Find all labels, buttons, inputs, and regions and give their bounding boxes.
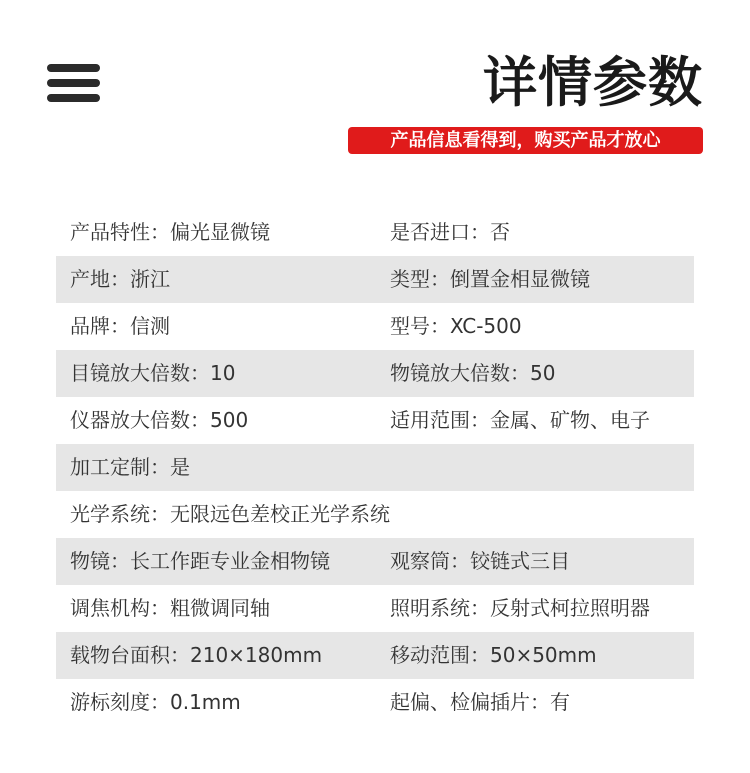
spec-row: [56, 256, 694, 303]
spec-cell: 产品特性：偏光显微镜: [70, 220, 270, 244]
spec-cell: 游标刻度：0.1mm: [70, 690, 241, 714]
spec-row: [56, 538, 694, 585]
spec-cell: 移动范围：50×50mm: [390, 643, 597, 667]
spec-row: [56, 632, 694, 679]
spec-row: [56, 397, 694, 444]
menu-bar: [47, 79, 100, 87]
menu-bar: [47, 94, 100, 102]
spec-cell: 起偏、检偏插片：有: [390, 690, 570, 714]
menu-icon[interactable]: [47, 64, 100, 102]
spec-cell: 品牌：信测: [70, 314, 170, 338]
spec-cell: 光学系统：无限远色差校正光学系统: [70, 502, 390, 526]
spec-table: [56, 209, 694, 726]
spec-row: [56, 209, 694, 256]
spec-cell: 物镜：长工作距专业金相物镜: [70, 549, 330, 573]
spec-cell: 是否进口：否: [390, 220, 510, 244]
spec-row: [56, 679, 694, 726]
spec-cell: 载物台面积：210×180mm: [70, 643, 323, 667]
spec-row: [56, 491, 694, 538]
spec-row: [56, 303, 694, 350]
spec-cell: 加工定制：是: [70, 455, 190, 479]
page-title: 详情参数: [483, 51, 703, 114]
spec-row: [56, 350, 694, 397]
spec-cell: 调焦机构：粗微调同轴: [70, 596, 270, 620]
spec-cell: 观察筒：铰链式三目: [390, 549, 570, 573]
spec-cell: 仪器放大倍数：500: [70, 408, 249, 432]
spec-cell: 适用范围：金属、矿物、电子: [390, 408, 650, 432]
spec-cell: 型号：XC-500: [390, 314, 522, 338]
spec-row: [56, 585, 694, 632]
spec-cell: 照明系统：反射式柯拉照明器: [390, 596, 650, 620]
spec-cell: 目镜放大倍数：10: [70, 361, 236, 385]
slogan-banner: 产品信息看得到，购买产品才放心: [348, 127, 703, 154]
spec-row: [56, 444, 694, 491]
spec-cell: 类型：倒置金相显微镜: [390, 267, 590, 291]
spec-cell: 物镜放大倍数：50: [390, 361, 556, 385]
spec-cell: 产地：浙江: [70, 267, 170, 291]
menu-bar: [47, 64, 100, 72]
